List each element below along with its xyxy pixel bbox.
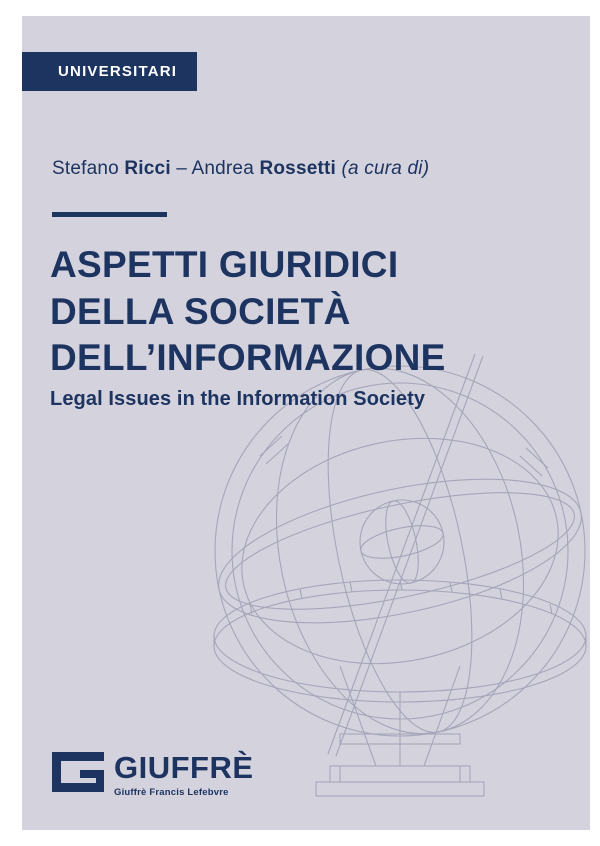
author-one-last: Ricci bbox=[124, 158, 171, 179]
author-two-first: Andrea bbox=[191, 158, 260, 179]
page-title bbox=[50, 242, 550, 382]
author-one-first: Stefano bbox=[52, 158, 125, 179]
publisher-name: GIUFFRÈ bbox=[114, 750, 254, 785]
page-margin-top bbox=[0, 0, 600, 16]
publisher-tagline: Giuffrè Francis Lefebvre bbox=[114, 787, 229, 798]
authors-separator: – bbox=[170, 158, 192, 179]
page-margin-bottom bbox=[0, 830, 600, 846]
giuffre-g-mark-icon bbox=[52, 752, 104, 792]
title-line-3: DELL’INFORMAZIONE bbox=[50, 337, 446, 379]
page-margin-left bbox=[0, 0, 22, 846]
series-badge: UNIVERSITARI bbox=[22, 52, 197, 91]
publisher-wordmark bbox=[114, 752, 254, 798]
publisher-logo bbox=[52, 752, 254, 798]
page-subtitle: Legal Issues in the Information Society bbox=[50, 388, 426, 410]
page-margin-right bbox=[590, 0, 600, 846]
title-line-2: DELLA SOCIETÀ bbox=[50, 290, 351, 332]
editor-note: (a cura di) bbox=[336, 158, 430, 179]
author-two-last: Rossetti bbox=[259, 158, 337, 179]
title-line-1: ASPETTI GIURIDICI bbox=[50, 244, 399, 285]
authors-line bbox=[52, 158, 429, 180]
title-divider-rule bbox=[52, 212, 167, 217]
